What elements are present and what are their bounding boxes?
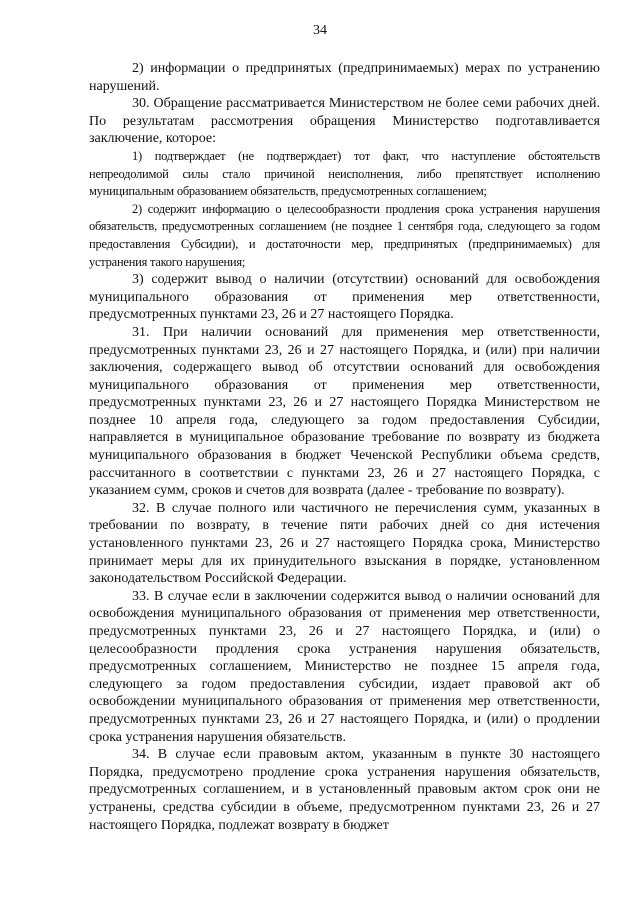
paragraph-31: 31. При наличии оснований для применения мер ответственности, предусмотренных пунктами 23, 26 и 27 настоящего Порядка, и (или) при наличии заключения, содержащего вывод об отсутствии оснований для освобождения муниципального образования от применения мер ответственности, предусмотренных пунктами 23, 26 и 27 настоящего Порядка Министерством не позднее 10 апреля года, следующего за годом предоставления Субсидии, направляется в муниципальное образование требование по возврату из бюджета муниципального образования в бюджет Чеченской Республики объема средств, рассчитанного в соответствии с пунктами 23, 26 и 27 настоящего Порядка, с указанием сумм, сроков и счетов для возврата (далее - требование по возврату). bbox=[89, 324, 600, 499]
document-body bbox=[89, 60, 600, 834]
paragraph-34: 34. В случае если правовым актом, указанным в пункте 30 настоящего Порядка, предусмотрено продление срока устранения нарушения обязательств, предусмотренных соглашением, и в установленный правовым актом срок они не устранены, средства субсидии в объеме, предусмотренном пунктами 23, 26 и 27 настоящего Порядка, подлежат возврату в бюджет bbox=[89, 747, 600, 833]
paragraph-30-item-1: 1) подтверждает (не подтверждает) тот факт, что наступление обстоятельств непреодолимой силы стало причиной неисполнения, либо препятствует исполнению муниципальным образованием обязательств, предусмотренных соглашением; bbox=[89, 148, 600, 199]
page-number: 34 bbox=[313, 23, 327, 38]
paragraph-29-item-2: 2) информации о предпринятых (предпринимаемых) мерах по устранению нарушений. bbox=[89, 61, 600, 94]
paragraph-33: 33. В случае если в заключении содержится вывод о наличии оснований для освобождения муниципального образования от применения мер ответственности, предусмотренных пунктами 23, 26 и 27 настоящего Порядка, и (или) о целесообразности продления срока устранения нарушения обязательств, предусмотренных соглашением, Министерство не позднее 15 апреля года, следующего за годом предоставления субсидии, издает правовой акт об освобождении муниципального образования от применения мер ответственности, предусмотренных пунктами 23, 26 и 27 настоящего Порядка, и (или) о продлении срока устранения нарушения обязательств. bbox=[89, 588, 600, 745]
paragraph-30-item-3: 3) содержит вывод о наличии (отсутствии) оснований для освобождения муниципального образования от применения мер ответственности, предусмотренных пунктами 23, 26 и 27 настоящего Порядка. bbox=[89, 272, 600, 323]
paragraph-30-item-2: 2) содержит информацию о целесообразности продления срока устранения нарушения обязательств, предусмотренных соглашением (не позднее 1 сентября года, следующего за годом предоставления Субсидии), и достаточности мер, предпринятых (предпринимаемых) для устранения такого нарушения; bbox=[89, 201, 600, 269]
paragraph-30: 30. Обращение рассматривается Министерством не более семи рабочих дней. По результатам рассмотрения обращения Министерство подготавливается заключение, которое: bbox=[89, 96, 600, 147]
paragraph-32: 32. В случае полного или частичного не перечисления сумм, указанных в требовании по возврату, в течение пяти рабочих дней со дня истечения установленного пунктами 23, 26 и 27 настоящего Порядка срока, Министерство принимает меры для их принудительного взыскания в порядке, установленном законодательством Российской Федерации. bbox=[89, 500, 600, 587]
